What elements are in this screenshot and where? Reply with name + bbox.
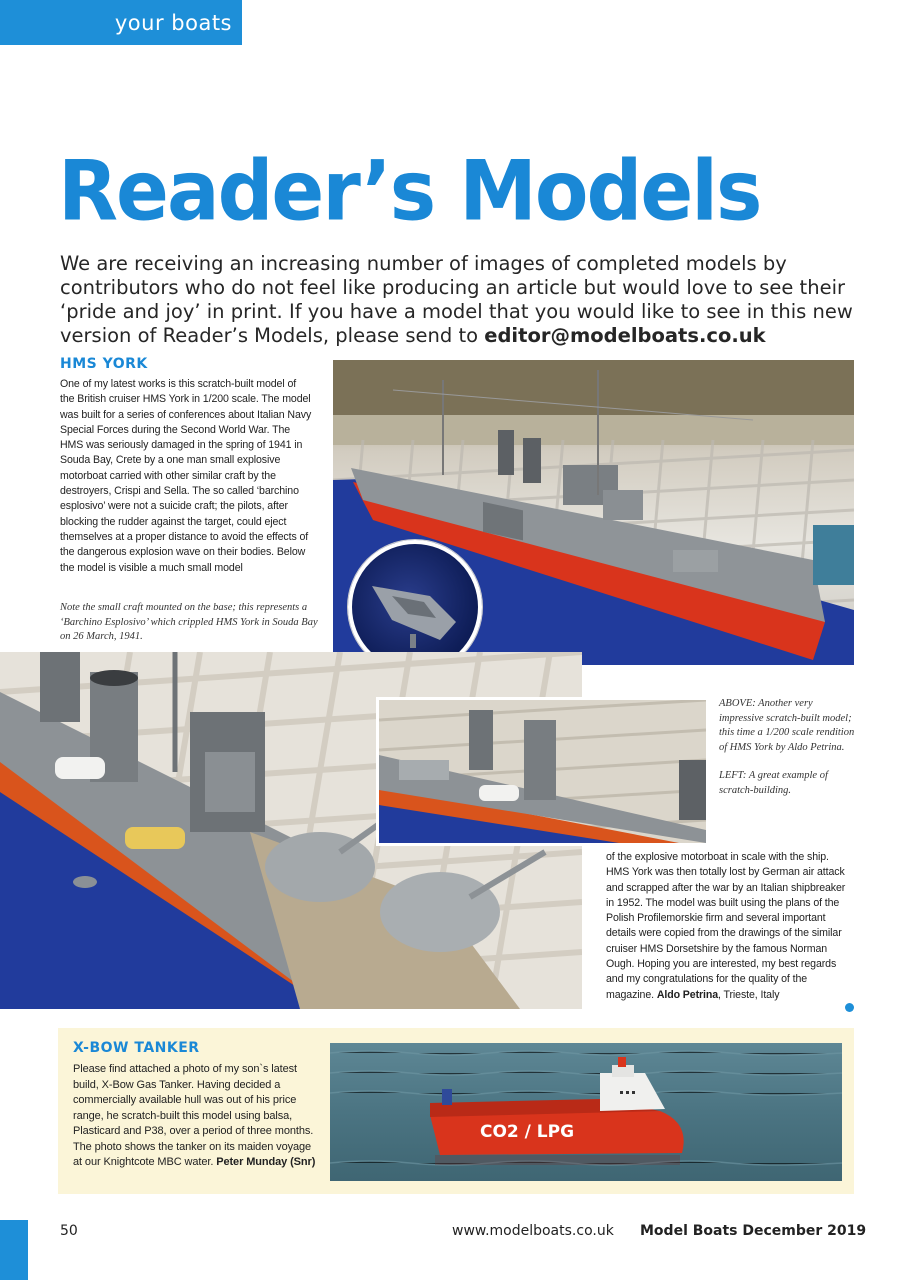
hms-york-location: , Trieste, Italy [718,988,780,1001]
page-number: 50 [60,1223,78,1239]
page-title: Reader’s Models [58,144,761,240]
xbow-body-text: Please find attached a photo of my son`s latest build, X-Bow Gas Tanker. Having decided a commercially available hull was out of his price range, he scratch-built this model using balsa, Plasticard and P38, over a period of three months. The photo shows the tanker on its maiden voyage at our Knightcote MBC water. [73,1063,314,1168]
footer-url[interactable]: www.modelboats.co.uk [452,1223,614,1239]
end-of-article-dot [845,1003,854,1012]
footer-magazine-issue: Model Boats December 2019 [640,1223,867,1239]
xbow-body [73,1062,321,1171]
hms-york-author: Aldo Petrina [656,988,719,1001]
section-tab [0,0,242,45]
hms-york-body-2-text: of the explosive motorboat in scale with the ship. HMS York was then totally lost by German air attack and scrapped after the war by an Italian shipbreaker in 1952. The model was built using the plans of the Polish Profilemorskie firm and several important details were copied from the drawings of the similar cruiser HMS Dorsetshire by the famous Norman Ough. Hoping you are interested, my best regards and my congratulations for the quality of the magazine. [606,851,846,1001]
intro-paragraph [60,252,860,348]
xbow-author: Peter Munday (Snr) [216,1156,316,1168]
intro-email[interactable]: editor@modelboats.co.uk [484,324,766,347]
hull-marking-text: CO2 / LPG [480,1122,575,1142]
section-tab-label: your boats [114,10,232,35]
hms-york-body-1: One of my latest works is this scratch-built model of the British cruiser HMS York in 1/200 scale. The model was built for a series of conferences about Italian Navy Special Forces during the Second World War. The HMS was seriously damaged in the spring of 1941 in Souda Bay, Crete by a one man small explosive motorboat carried with other similar craft by the destroyers, Crispi and Sella. The so called ‘barchino esplosivo’ were not a suicide craft; the pilots, after blocking the rudder against the target, could eject themselves at a proper distance to avoid the effects of the dangerous explosion wave on their bodies. Below the model is visible a much small model [60,378,312,574]
hms-york-body-2 [606,850,854,1003]
xbow-heading: X-BOW TANKER [73,1040,200,1056]
hms-york-heading: HMS YORK [60,356,148,372]
footer-accent-bar [0,1220,28,1280]
intro-text: We are receiving an increasing number of images of completed models by contributors who do not feel like producing an article but would love to see their ‘pride and joy’ in print. If you have a model that you would like to see in this new version of Reader’s Models, please send to [60,252,853,347]
hms-york-small-photo [376,697,709,846]
caption-left: LEFT: A great example of scratch-building. [719,770,828,796]
caption-above: ABOVE: Another very impressive scratch-built model; this time a 1/200 scale rendition of HMS York by Aldo Petrina. [719,698,855,753]
xbow-tanker-photo [330,1043,842,1181]
caption-inset: Note the small craft mounted on the base; this represents a ‘Barchino Esplosivo’ which crippled HMS York in Souda Bay on 26 March, 1941. [60,602,318,642]
